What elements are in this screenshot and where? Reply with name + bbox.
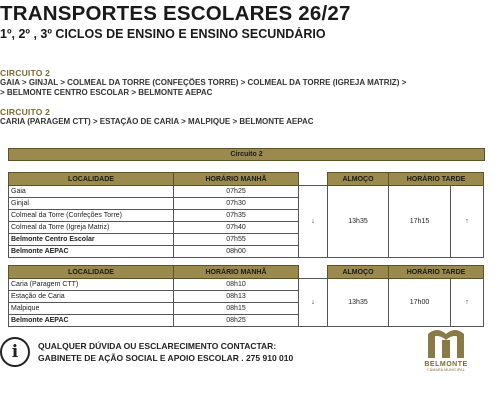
column-header-empty: [299, 173, 328, 186]
cell-horario-manha: 08h13: [174, 291, 299, 303]
cell-horario-manha: 07h30: [174, 198, 299, 210]
cell-localidade: Caria (Paragem CTT): [9, 279, 174, 291]
table-row: [9, 279, 484, 291]
contact-info: [38, 340, 338, 364]
table-row: [9, 186, 484, 198]
cell-horario-tarde: 17h15: [389, 186, 451, 258]
logo-name: BELMONTE: [424, 361, 468, 368]
cell-horario-manha: 07h25: [174, 186, 299, 198]
cell-localidade: Estação de Caria: [9, 291, 174, 303]
cell-horario-manha: 08h25: [174, 315, 299, 327]
column-header-localidade: LOCALIDADE: [9, 173, 174, 186]
column-header-manha: HORÁRIO MANHÃ: [174, 266, 299, 279]
cell-localidade: Ginjal: [9, 198, 174, 210]
contact-line-1: QUALQUER DÚVIDA OU ESCLARECIMENTO CONTACTAR:: [38, 341, 277, 351]
cell-localidade: Colmeal da Torre (Confeções Torre): [9, 210, 174, 222]
column-header-almoco: ALMOÇO: [328, 173, 389, 186]
cell-horario-tarde: 17h00: [389, 279, 451, 327]
cell-horario-manha: 08h00: [174, 246, 299, 258]
column-header-tarde: HORÁRIO TARDE: [389, 266, 484, 279]
cell-lunch-arrow: ↓: [299, 279, 328, 327]
cell-localidade: Malpique: [9, 303, 174, 315]
cell-horario-manha: 08h10: [174, 279, 299, 291]
cell-almoco: 13h35: [328, 279, 389, 327]
column-header-tarde: HORÁRIO TARDE: [389, 173, 484, 186]
cell-localidade: Belmonte Centro Escolar: [9, 234, 174, 246]
schedule-table-2: [8, 265, 484, 327]
route-line: GAIA > GINJAL > COLMEAL DA TORRE (CONFEÇÕES TORRE) > COLMEAL DA TORRE (IGREJA MATRIZ) >: [0, 78, 407, 87]
circuit-header: Circuito 2: [8, 148, 485, 161]
page-subtitle: 1º, 2º , 3º CICLOS DE ENSINO E ENSINO SECUNDÁRIO: [0, 27, 326, 41]
cell-horario-manha: 07h35: [174, 210, 299, 222]
schedule-table-1: [8, 172, 484, 258]
table-header-row: [9, 173, 484, 186]
cell-localidade: Belmonte AEPAC: [9, 315, 174, 327]
column-header-manha: HORÁRIO MANHÃ: [174, 173, 299, 186]
info-icon: i: [0, 337, 30, 367]
cell-lunch-arrow: ↓: [299, 186, 328, 258]
table-header-row: [9, 266, 484, 279]
route-description-2: [0, 107, 495, 127]
cell-horario-manha: 08h15: [174, 303, 299, 315]
cell-localidade: Belmonte AEPAC: [9, 246, 174, 258]
route-name: CIRCUITO 2: [0, 107, 51, 117]
route-name: CIRCUITO 2: [0, 68, 51, 78]
belmonte-logo-icon: [426, 326, 466, 360]
cell-localidade: Colmeal da Torre (Igreja Matriz): [9, 222, 174, 234]
belmonte-logo: [418, 326, 474, 386]
cell-localidade: Gaia: [9, 186, 174, 198]
column-header-empty: [299, 266, 328, 279]
column-header-almoco: ALMOÇO: [328, 266, 389, 279]
cell-horario-manha: 07h40: [174, 222, 299, 234]
route-description-1: [0, 68, 495, 98]
cell-tarde-arrow: ↑: [451, 279, 484, 327]
cell-almoco: 13h35: [328, 186, 389, 258]
cell-tarde-arrow: ↑: [451, 186, 484, 258]
column-header-localidade: LOCALIDADE: [9, 266, 174, 279]
route-line: > BELMONTE CENTRO ESCOLAR > BELMONTE AEPAC: [0, 88, 213, 97]
logo-subtitle: CÂMARA MUNICIPAL: [427, 368, 465, 372]
route-line: CARIA (PARAGEM CTT) > ESTAÇÃO DE CARIA > MALPIQUE > BELMONTE AEPAC: [0, 117, 314, 126]
contact-line-2: GABINETE DE AÇÃO SOCIAL E APOIO ESCOLAR . 275 910 010: [38, 353, 294, 363]
cell-horario-manha: 07h55: [174, 234, 299, 246]
page-title: TRANSPORTES ESCOLARES 26/27: [0, 2, 351, 25]
